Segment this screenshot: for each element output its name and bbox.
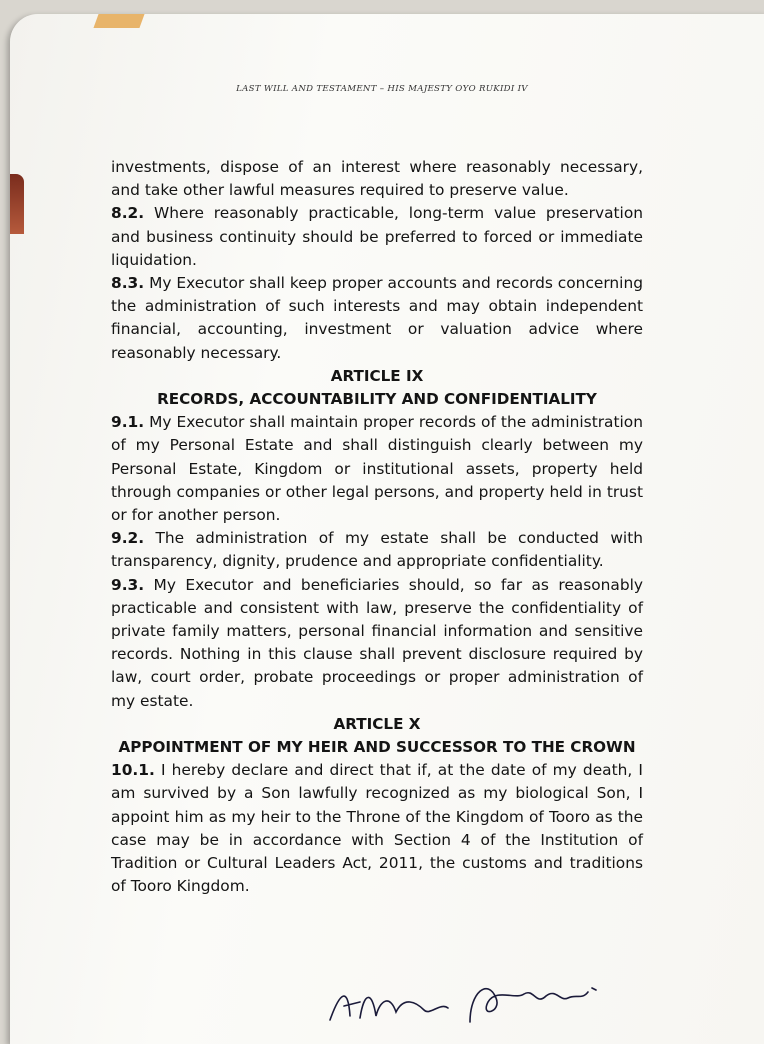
signatures: [320, 972, 620, 1024]
running-header: LAST WILL AND TESTAMENT – HIS MAJESTY OYO RUKIDI IV: [236, 84, 528, 94]
paragraph-9-3: 9.3. My Executor and beneficiaries should, so far as reasonably practicable and consistent with law, preserve the confidentiality of private family matters, personal financial information and sensitive records. Nothing in this clause shall prevent disclosure required by law, court order, probate proceedings or proper administration of my estate.: [111, 575, 643, 710]
paragraph-number: 8.3.: [111, 274, 145, 293]
paragraph-9-2: 9.2. The administration of my estate shall be conducted with transparency, dignity, prudence and appropriate confidentiality.: [111, 529, 643, 571]
paragraph-number: 9.1.: [111, 413, 145, 432]
article-10-title: ARTICLE X: [333, 714, 421, 733]
paragraph-8-3: 8.3. My Executor shall keep proper accounts and records concerning the administration of such interests and may obtain independent financial, accounting, investment or valuation advice where reasonably necessary.: [111, 274, 643, 362]
handwritten-signatures: [320, 972, 620, 1024]
article-9-subtitle: RECORDS, ACCOUNTABILITY AND CONFIDENTIALITY: [157, 390, 597, 409]
paragraph-number: 8.2.: [111, 204, 145, 223]
paragraph-8-2: 8.2. Where reasonably practicable, long-term value preservation and business continuity should be preferred to forced or immediate liquidation.: [111, 204, 643, 269]
paragraph-10-1: 10.1. I hereby declare and direct that if, at the date of my death, I am survived by a Son lawfully recognized as my biological Son, I appoint him as my heir to the Throne of the Kingdom of Tooro as the case may be in accordance with Section 4 of the Institution of Tradition or Cultural Leaders Act, 2011, the customs and traditions of Tooro Kingdom.: [111, 761, 643, 896]
article-9-title: ARTICLE IX: [330, 366, 424, 385]
paragraph-8-1-continued: investments, dispose of an interest where reasonably necessary, and take other lawful measures required to preserve value.: [111, 158, 643, 200]
document-body: [111, 156, 643, 899]
page-corner-tab: [93, 14, 144, 28]
paragraph-number: 9.2.: [111, 529, 145, 548]
binder-edge: [10, 174, 24, 234]
paragraph-9-1: 9.1. My Executor shall maintain proper records of the administration of my Personal Estate and shall distinguish clearly between my Personal Estate, Kingdom or institutional assets, property held through companies or other legal persons, and property held in trust or for another person.: [111, 413, 643, 525]
paragraph-number: 9.3.: [111, 575, 145, 594]
paragraph-number: 10.1.: [111, 761, 155, 780]
article-10-subtitle: APPOINTMENT OF MY HEIR AND SUCCESSOR TO THE CROWN: [118, 738, 636, 757]
